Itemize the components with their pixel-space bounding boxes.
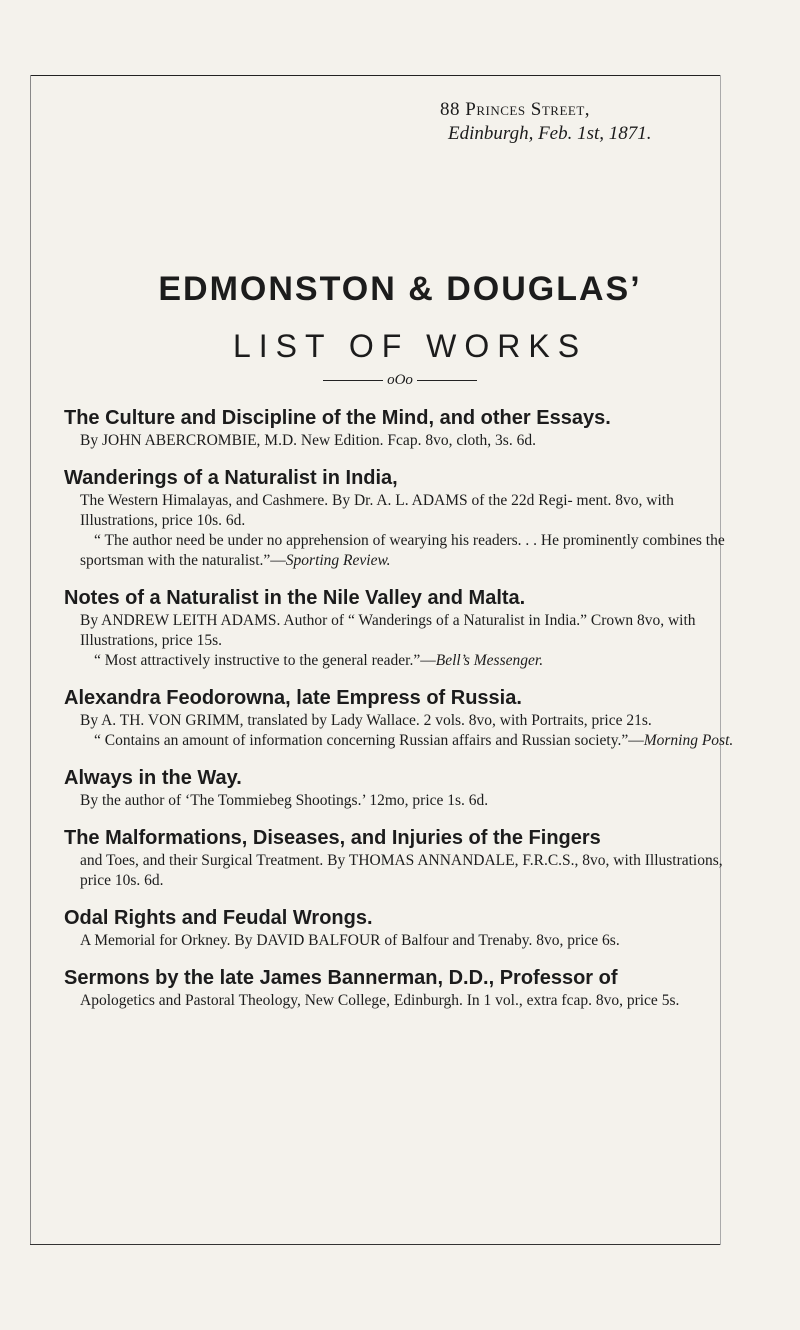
quote-source: Bell’s Messenger. [435, 652, 544, 669]
work-title: Always in the Way. [64, 767, 242, 789]
review-quote [80, 531, 740, 571]
quote-source: Morning Post. [643, 732, 734, 749]
work-title: The Malformations, Diseases, and Injuries of the Fingers [64, 827, 601, 849]
review-quote [80, 731, 740, 751]
work-details: The Western Himalayas, and Cashmere. By Dr. A. L. ADAMS of the 22d Regi- ment. 8vo, with Illustrations, price 10s. 6d. [80, 492, 674, 529]
list-item [64, 685, 740, 751]
work-title: Wanderings of a Naturalist in India, [64, 467, 398, 489]
review-quote [80, 651, 740, 671]
list-item [64, 405, 740, 451]
list-item [64, 965, 740, 1011]
quote-text: “ Most attractively instructive to the general reader.”— [94, 652, 436, 669]
work-title: Alexandra Feodorowna, late Empress of Russia. [64, 687, 522, 709]
place-date: Edinburgh, Feb. 1st, 1871. [448, 123, 652, 144]
list-item [64, 825, 740, 891]
quote-source: Sporting Review. [285, 552, 391, 569]
top-border-rule [30, 75, 720, 76]
work-title: Notes of a Naturalist in the Nile Valley and Malta. [64, 587, 526, 609]
work-details: By A. TH. VON GRIMM, translated by Lady Wallace. 2 vols. 8vo, with Portraits, price 21s. [80, 712, 652, 729]
work-title: The Culture and Discipline of the Mind, and other Essays. [64, 407, 611, 429]
work-title: Sermons by the late James Bannerman, D.D., Professor of [64, 967, 618, 989]
list-item [64, 585, 740, 671]
work-details: By the author of ‘The Tommiebeg Shootings.’ 12mo, price 1s. 6d. [80, 792, 489, 809]
quote-text: “ Contains an amount of information concerning Russian affairs and Russian society.”— [94, 732, 644, 749]
ornament-text: oOo [387, 372, 413, 388]
list-item [64, 905, 740, 951]
work-details: and Toes, and their Surgical Treatment. By THOMAS ANNANDALE, F.R.C.S., 8vo, with Illustrations, price 10s. 6d. [80, 852, 723, 889]
work-details: By ANDREW LEITH ADAMS. Author of “ Wanderings of a Naturalist in India.” Crown 8vo, with Illustrations, price 15s. [80, 612, 696, 649]
works-list [64, 405, 740, 1025]
work-details: Apologetics and Pastoral Theology, New College, Edinburgh. In 1 vol., extra fcap. 8vo, price 5s. [80, 992, 680, 1009]
list-item [64, 765, 740, 811]
work-details: A Memorial for Orkney. By DAVID BALFOUR of Balfour and Trenaby. 8vo, price 6s. [80, 932, 620, 949]
left-border-rule [30, 75, 31, 1245]
publisher-title: EDMONSTON & DOUGLAS’ [158, 270, 642, 308]
list-subtitle: LIST OF WORKS [232, 328, 588, 364]
street-address: 88 Princes Street, [440, 99, 591, 120]
work-title: Odal Rights and Feudal Wrongs. [64, 907, 373, 929]
quote-text: “ The author need be under no apprehension of wearying his readers. . . He prominently combines the sportsman with the naturalist.”— [80, 532, 725, 569]
address-block [440, 98, 720, 146]
ornament-divider [0, 372, 800, 389]
work-details: By JOHN ABERCROMBIE, M.D. New Edition. Fcap. 8vo, cloth, 3s. 6d. [80, 432, 536, 449]
bottom-border-rule [30, 1244, 720, 1245]
list-item [64, 465, 740, 571]
